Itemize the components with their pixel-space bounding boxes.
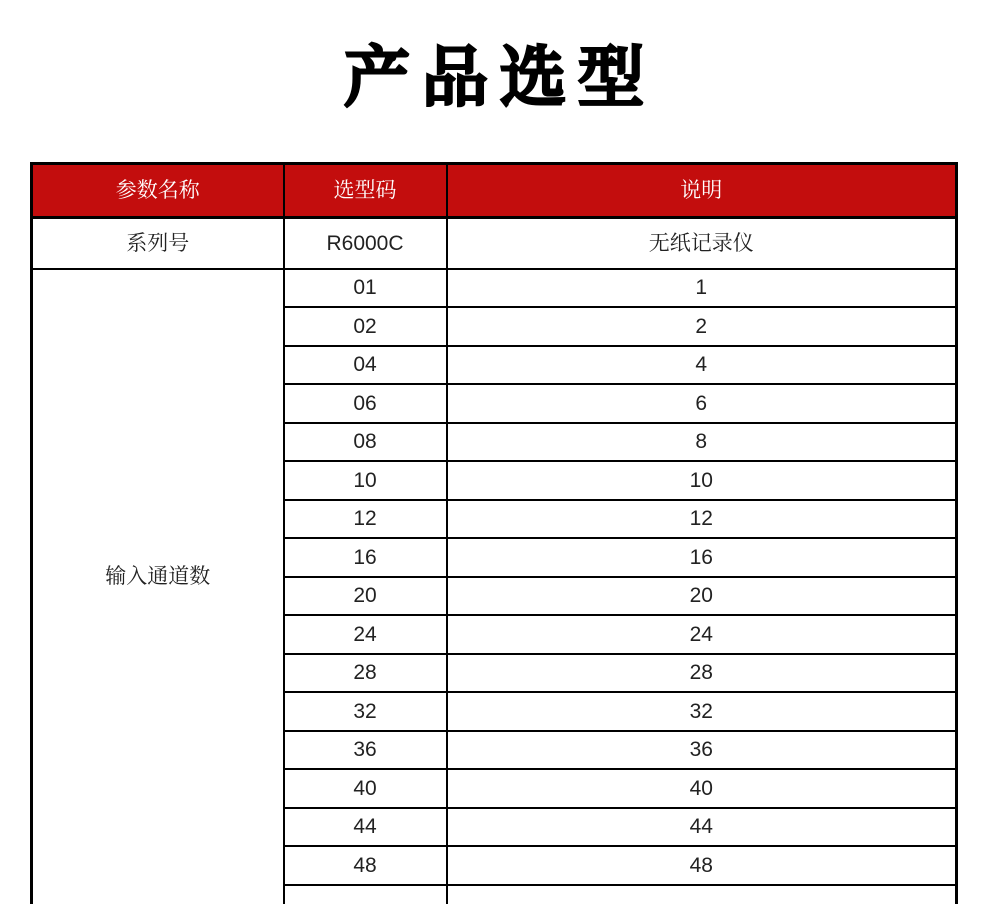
param-name-cell: [32, 269, 284, 904]
desc-cell: 6: [447, 384, 957, 423]
code-cell: 48: [284, 846, 447, 885]
desc-cell: 32: [447, 692, 957, 731]
desc-cell: 40: [447, 769, 957, 808]
desc-cell: 12: [447, 500, 957, 539]
page-title: 产品选型: [344, 40, 656, 114]
code-cell: 44: [284, 808, 447, 847]
code-cell: 36: [284, 731, 447, 770]
code-cell: 08: [284, 423, 447, 462]
desc-cell: 2: [447, 307, 957, 346]
desc-cell: 48: [447, 846, 957, 885]
desc-cell: 36: [447, 731, 957, 770]
code-cell: 16: [284, 538, 447, 577]
code-cell: 12: [284, 500, 447, 539]
desc-cell: 1: [447, 269, 957, 308]
desc-cell: 24: [447, 615, 957, 654]
desc-cell: 28: [447, 654, 957, 693]
desc-cell: 16: [447, 538, 957, 577]
code-cell: 40: [284, 769, 447, 808]
header-row: [32, 164, 957, 218]
code-cell: [284, 885, 447, 904]
desc-cell: 20: [447, 577, 957, 616]
code-cell: 28: [284, 654, 447, 693]
code-cell: 20: [284, 577, 447, 616]
code-cell: 04: [284, 346, 447, 385]
param-name-cell: 系列号: [32, 218, 284, 269]
header-description: 说明: [447, 164, 957, 218]
desc-cell: 8: [447, 423, 957, 462]
code-cell: 01: [284, 269, 447, 308]
code-cell: 02: [284, 307, 447, 346]
product-selection-table: [30, 162, 958, 904]
code-cell: 32: [284, 692, 447, 731]
header-selection-code: 选型码: [284, 164, 447, 218]
table-row-series: [32, 218, 957, 269]
desc-cell: 4: [447, 346, 957, 385]
desc-cell: [447, 885, 957, 904]
desc-cell: 无纸记录仪: [447, 218, 957, 269]
header-param-name: 参数名称: [32, 164, 284, 218]
code-cell: 10: [284, 461, 447, 500]
desc-cell: 10: [447, 461, 957, 500]
table-row: [32, 269, 957, 308]
code-cell: R6000C: [284, 218, 447, 269]
code-cell: 24: [284, 615, 447, 654]
code-cell: 06: [284, 384, 447, 423]
desc-cell: 44: [447, 808, 957, 847]
param-name-label: 输入通道数: [105, 564, 211, 588]
